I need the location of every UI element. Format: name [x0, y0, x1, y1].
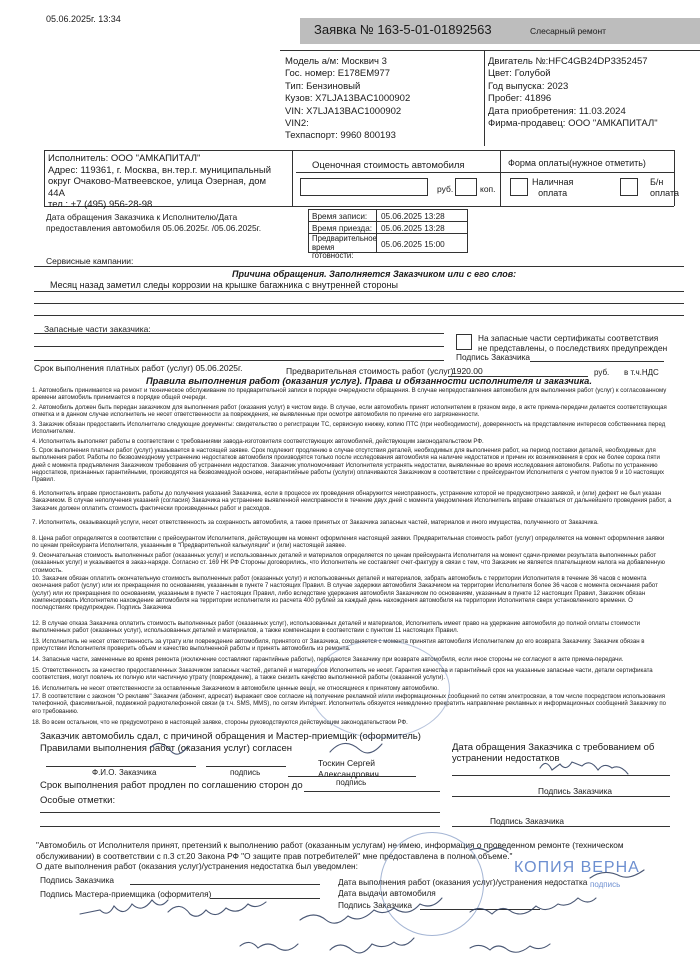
- extended-term-label: Срок выполнения работ продлен по соглашению сторон до: [40, 780, 303, 791]
- special-notes-label: Особые отметки:: [40, 795, 116, 806]
- rules-paragraph-18: 18. Во всем остальном, что не предусмотрено в настоящей заявке, стороны руководствуются действующим законодательством РФ.: [32, 719, 408, 726]
- rules-paragraph-4: 4. Исполнитель выполняет работы в соответствии с требованиями завода-изготовителя соответствующих автомобилей, действующим законодательством РФ.: [32, 438, 484, 445]
- vehicle-year: 2023: [547, 80, 569, 92]
- payment-title: Форма оплаты(нужное отметить): [508, 158, 646, 168]
- certificates-note: На запасные части сертификаты соответствия не представлены, о последствиях предупрежден: [478, 333, 668, 353]
- signature-stroke-4: [590, 870, 644, 878]
- time-ready: 05.06.2025 15:00: [381, 240, 445, 249]
- valuation-title: Оценочная стоимость автомобиля: [312, 160, 465, 171]
- copy-true-stamp: КОПИЯ ВЕРНА: [514, 859, 640, 876]
- rules-paragraph-2: 2. Автомобиль должен быть передан заказчиком для выполнения работ (оказания услуг) в чистом виде. В случае, если автомобиль принят исполнителем в грязном виде, в акте приема-передачи делается соответствующая отметка и в данном случае исполнитель не несет ответственности за повреждения, не выявленные при осмотре автомобиля по причине его загрязненности.: [32, 404, 667, 419]
- vehicle-mileage: 41896: [524, 93, 552, 105]
- handwritten-line-3: [300, 898, 442, 923]
- handwritten-line-6: [470, 944, 550, 952]
- handwritten-line-5: [240, 942, 298, 950]
- repair-type: Слесарный ремонт: [530, 26, 607, 36]
- payment-cash-label: Наличная оплата: [532, 177, 574, 198]
- rules-paragraph-15: 15. Ответственность за качество предоставленных Заказчиком запасных частей, деталей и материалов Исполнитель не несет. Гарантия качества и гарантийный срок на указанные запасные части, детали сертификата соответствия, могут повлечь их полную или частичную утрату (повреждение), а также снизить качество выполненной работы (оказанной услуги).: [32, 667, 653, 682]
- rules-paragraph-14: 14. Запасные части, замененные во время ремонта (исключение составляют гарантийные работы), передаются Заказчику при возврате автомобиля, если иное стороны не согласуют в акте приема-передачи.: [32, 656, 624, 663]
- signature-stroke-2: [330, 743, 382, 752]
- vehicle-acq-date: 11.03.2024: [578, 105, 626, 117]
- completion-block: Дата выполнения работ (оказания услуг)/устранения недостатка Дата выдачи автомобиля: [338, 877, 588, 898]
- rules-paragraph-1: 1. Автомобиль принимается на ремонт и техническое обслуживание по предварительной записи в порядке очередности обращения. В случае непредоставления автомобиля для выполнения работ (услуг) к согласованному времени автомобиль принимается в порядке общей очереди.: [32, 387, 667, 402]
- executor-block: Исполнитель: ООО "АМКАПИТАЛ" Адрес: 119361, г. Москва, вн.тер.г. муниципальный округ Очаково-Матвеевское, улица Озерная, дом 44А тел.: +7 (495) 956-28-98: [48, 153, 288, 211]
- handwritten-line-4: [470, 898, 596, 914]
- signature-stroke-3: [470, 848, 508, 852]
- service-campaigns-label: Сервисные кампании:: [46, 256, 134, 266]
- time-arrival: 05.06.2025 13:28: [381, 224, 445, 233]
- vehicle-vin: X7LJA13BAC1000902: [306, 105, 402, 117]
- payment-noncash-label: Б/н оплата: [650, 177, 679, 198]
- rules-paragraph-5: 5. Срок выполнения платных работ (услуг) указывается в настоящей заявке. Срок подлежит продлению в случае отсутствия деталей, необходимых для выполнения работ, на период поставки деталей, необходимых для выполнения работ. Работы по безвозмездному устранению недостатков автомобиля производятся только после исследования автомобиля на наличие недостатков и причин их возникновения в срок не более сорока пяти дней с момента предъявления Заказчиком требования об устранении недостатков. Заказчик уполномочивает Исполнителя устранять недостатки, выявленные во время исследования автомобиля. Работы по устранению недостатков, признанных гарантийными, производятся на безвозмездной основе, негарантийные работы (услуги) оплачиваются Заказчиком в соответствии с прейскурантом Исполнителя с учетом пунктов 9 и 10 настоящих Правил.: [32, 447, 665, 484]
- rules-paragraph-8: 8. Цена работ определяется в соответствии с прейскурантом Исполнителя, действующим на момент оформления настоящей заявки. Предварительная стоимость работ (услуг) определяется на момент оформления заявки по ценам прейскуранта Исполнителя, указанным в "Предварительной калькуляции" и (или) настоящей заявке.: [32, 535, 665, 550]
- rules-paragraph-6: 6. Исполнитель вправе приостановить работы до получения указаний Заказчика, если в процессе их проведения обнаружится неисправность, устранение которой не предусмотрено заявкой, и (или) дефект не был указан Заказчиком. В случае неполучения указаний (согласия) Заказчика на устранение выявленной неисправности в течение двух дней с момента уведомления Исполнитель вправе отказаться от дальнейшего проведения работ, а Заказчик должен оплатить стоимость фактически произведенных работ и расходов.: [32, 490, 672, 512]
- vehicle-plate: Е178ЕМ977: [337, 68, 391, 80]
- rules-title: Правила выполнения работ (оказания услуг). Права и обязанности исполнителя и заказчика.: [146, 376, 592, 386]
- rules-paragraph-12: 12. В случае отказа Заказчика оплатить стоимость выполненных работ (оказанных услуг), использованных деталей и материалов, Исполнитель имеет право на удержание автомобиля до полной оплаты стоимости выполненных работ (оказанных услуг), использованных деталей и материалов, а также компенсации в соответствии с пунктом 11 настоящих Правил.: [32, 620, 641, 635]
- reason-text: Месяц назад заметил следы коррозии на крышке багажника с внутренней стороны: [50, 280, 398, 290]
- vehicle-passport: 9960 800193: [340, 130, 396, 142]
- master-name: Тоскин Сергей Александрович: [318, 758, 379, 779]
- vehicle-engine: HFC4GB24DP3352457: [548, 56, 648, 67]
- acceptance-notice: "Автомобиль от Исполнителя принят, претензий к выполнению работ (оказанным услугам) не имею, информация о проведенном ремонте (техническом обслуживании) в соответствии с п.3 ст.20 Закона РФ "О защите прав потребителей" мне предоставлена в полном объеме." О дате выполнения работ (оказания услуг)/устранения недостатка был уведомлен:: [36, 840, 624, 871]
- vehicle-left-block: Модель а/м: Москвич 3 Гос. номер: Е178ЕМ977 Тип: Бензиновый Кузов: X7LJA13BAC1000902 VIN: X7LJA13BAC1000902 VIN2: Техпаспорт: 9960 800193: [285, 56, 411, 142]
- rules-paragraph-17: 17. В соответствии с законом "О рекламе" Заказчик (абонент, адресат) выражает свое согласие на получение рекламной и/или информационных сообщений по сетям электросвязи, в том числе посредством использования телефонной, факсимильной, подвижной радиотелефонной связи (в т.ч. SMS, MMS), по сетям Интернет. Исполнитель обязуется немедленно прекратить направление рекламных и информационных сообщений Заказчику по его требованию.: [32, 693, 667, 715]
- reason-title: Причина обращения. Заполняется Заказчиком или с его слов:: [232, 269, 517, 279]
- executor-phone: тел.: +7 (495) 956-28-98: [48, 199, 153, 210]
- customer-parts-label: Запасные части заказчика:: [44, 324, 151, 334]
- vehicle-right-block: Двигатель №:HFC4GB24DP3352457 Цвет: Голубой Год выпуска: 2023 Пробег: 41896 Дата приобретения: 11.03.2024 Фирма-продавец: ООО "АМКАПИТАЛ": [488, 56, 658, 130]
- handwritten-line-2: [168, 902, 266, 916]
- order-number: Заявка № 163-5-01-01892563: [314, 22, 492, 37]
- handwritten-date-2: [330, 938, 414, 953]
- term-label: Срок выполнения платных работ (услуг) 05.06.2025г.: [34, 363, 243, 373]
- appeal-date-block: Дата обращения Заказчика к Исполнителю/Дата предоставления автомобиля 05.06.2025г. /05.06.2025г.: [46, 212, 262, 233]
- agreement-text: Заказчик автомобиль сдал, с причиной обращения и Мастер-приемщик (оформитель) Правилами выполнения работ (оказания услуг) согласен: [40, 731, 421, 754]
- signature-stroke-1: [150, 743, 188, 754]
- rules-paragraph-10: 10. Заказчик обязан оплатить окончательную стоимость выполненных работ (оказанных услуг) и использованных деталей и материалов, забрать автомобиль с территории Исполнителя в течение 36 часов с момента окончания работ (услуг) или их прекращения по основаниям, указанным в пункте 7 настоящих Правил. В случае задержки автомобиля Заказчиком на территории Исполнителя более 36 часов с момента окончания работ (услуг) или их прекращения по основаниям, указанным в пункте 7 настоящих Правил, либо вследствие удержания автомобиля Заказчиком по основаниям, указанным в пункте 12 настоящих Правил, Заказчик обязан компенсировать Исполнителю нахождение автомобиля на территории исполнителя из расчета 400 рублей за каждый день нахождения автомобиля на территории Исполнителя сверх установленного времени. О последствиях предупрежден. Подпись Заказчика: [32, 575, 658, 612]
- defect-appeal-block: Дата обращения Заказчика с требованием об устранении недостатков: [452, 742, 655, 764]
- vehicle-type: Бензиновый: [306, 80, 361, 92]
- vehicle-color: Голубой: [514, 68, 551, 80]
- vehicle-seller: ООО "АМКАПИТАЛ": [568, 118, 658, 130]
- rules-paragraph-16: 16. Исполнитель не несет ответственности за оставленные Заказчиком в автомобиле ценные вещи, не относящиеся к принятому автомобилю.: [32, 685, 439, 692]
- vehicle-model: Москвич 3: [341, 56, 387, 67]
- rules-paragraph-3: 3. Заказчик обязан предоставить Исполнителю следующие документы: свидетельство о регистрации ТС, сервисную книжку, копию ПТС (при необходимости), доверенность на представление интересов собственника перед Исполнителем.: [32, 421, 666, 436]
- time-record: 05.06.2025 13:28: [381, 212, 445, 221]
- handwritten-date-1: [540, 762, 628, 774]
- prelim-cost: 1920.00: [452, 366, 483, 376]
- rules-paragraph-9: 9. Окончательная стоимость выполненных работ (оказанных услуг) и использованных деталей и материалов определяется по ценам прейскуранта Исполнителя на момент сдачи-приемки результата выполненных работ (оказанных услуг) и указывается в заказ-наряде. Согласно ст. 169 НК РФ Стороны договорились, что Исполнитель не составляет счет-фактуру в связи с тем, что Заказчик не является плательщиком налога на добавленную стоимость.: [32, 552, 665, 574]
- rules-paragraph-13: 13. Исполнитель не несет ответственность за утрату или повреждение автомобиля, принятого от Заказчика, сохраняется с момента принятия автомобиля Исполнителем до его возврата Заказчику. Заказчик обязан в присутствии Исполнителя проверить объем и качество выполненной работы и принять автомобиль из ремонта.: [32, 638, 645, 653]
- vehicle-body: X7LJA13BAC1000902: [315, 93, 411, 105]
- print-datetime: 05.06.2025г. 13:34: [46, 14, 121, 24]
- rules-paragraph-7: 7. Исполнитель, оказывающий услуги, несет ответственность за сохранность автомобиля, а также принятых от Заказчика запасных частей, материалов и иного имущества, полученного от Заказчика.: [32, 519, 599, 526]
- handwritten-line-1: [80, 900, 168, 914]
